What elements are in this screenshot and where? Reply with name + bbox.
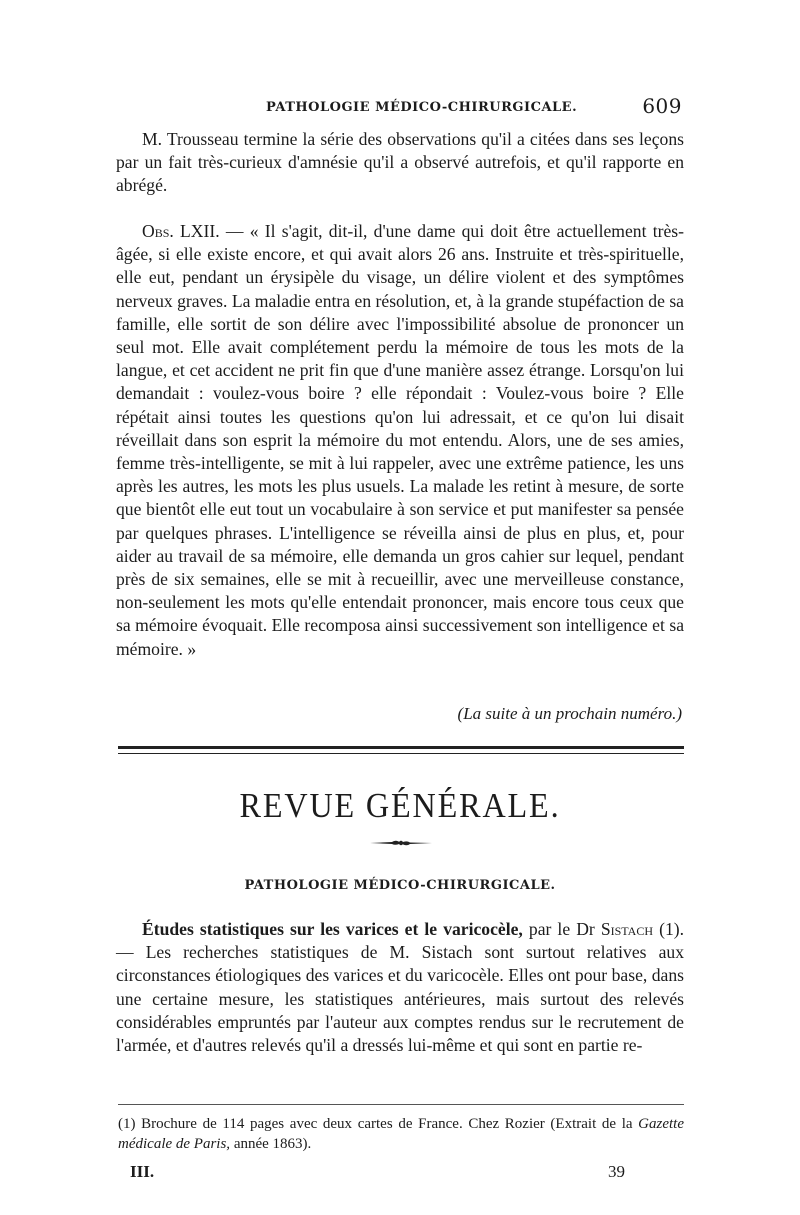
to-be-continued-note: (La suite à un prochain numéro.) — [457, 704, 682, 723]
footnote — [118, 1114, 684, 1154]
intro-block — [116, 128, 684, 198]
footnote-journal: Gazette médicale de Paris, — [118, 1116, 684, 1152]
intro-paragraph: M. Trousseau termine la série des observations qu'il a citées dans ses leçons par un fait très-curieux d'amnésie qu'il a observé autrefois, et qu'il rapporte en abrégé. — [116, 129, 684, 196]
sheet-number: 39 — [608, 1162, 625, 1181]
signature-mark: III. — [130, 1162, 155, 1181]
observation-paragraph — [116, 220, 684, 661]
article-block — [116, 918, 684, 1057]
observation-text: — « Il s'agit, dit-il, d'une dame qui doit être actuellement très-âgée, si elle existe encore, et qui avait alors 26 ans. Instruite et très-spirituelle, elle eut, pendant un érysipèle du visage, un délire violent et des symptômes nerveux graves. La maladie entra en résolution, et, à la grande stupéfaction de sa famille, elle sortit de son délire avec l'impossibilité absolue de prononcer un seul mot. Elle avait complétement perdu la mémoire de tous les mots de la langue, et cet accident ne prit fin que d'une manière assez étrange. Lorsqu'on lui demandait : voulez-vous boire ? elle répondait : Voulez-vous boire ? Elle répétait ainsi toutes les questions qu'on lui adressait, et ce qu'on lui disait réveillait dans son esprit la mémoire du mot entendu. Alors, une de ses amies, femme très-intelligente, se mit à lui rappeler, avec une extrême patience, les uns après les autres, les mots les plus usuels. La malade les retint à mesure, de sorte que bientôt elle eut tout un vocabulaire à son service et put manifester sa pensée par quelques phrases. L'intelligence se réveilla ainsi de plus en plus, et, pour aider au travail de sa mémoire, elle demanda un gros cahier sur lequel, pendant près de six semaines, elle se mit à recueillir, avec une merveilleuse constance, non-seulement les mots qu'elle entendait prononcer, mais encore tous ceux que sa mémoire évoquait. Elle recomposa ainsi successivement son intelligence et sa mémoire. » — [116, 221, 684, 659]
footnote-text-after: année 1863). — [230, 1136, 312, 1152]
page-number: 609 — [642, 94, 682, 118]
footnote-rule — [118, 1104, 684, 1105]
footnote-text-before: (1) Brochure de 114 pages avec deux cartes de France. Chez Rozier (Extrait de la — [118, 1116, 639, 1132]
section-subtitle: PATHOLOGIE MÉDICO-CHIRURGICALE. — [244, 878, 556, 893]
article-paragraph — [116, 918, 684, 1057]
ornament-icon — [370, 838, 432, 848]
section-rule-top — [118, 746, 684, 749]
article-title: Études statistiques sur les varices et le varicocèle, — [142, 919, 523, 939]
article-text: — Les recherches statistiques de M. Sistach sont surtout relatives aux circonstances étiologiques des varices et du varicocèle. Elles ont pour base, dans une certaine mesure, les statistiques antérieures, mais surtout des relevés considérables empruntés par l'auteur aux comptes rendus sur le recrutement de l'armée, et d'autres relevés qu'il a dressés lui-même et qui sont en partie re- — [116, 942, 684, 1056]
section-title: REVUE GÉNÉRALE. — [239, 786, 561, 825]
footnote-reference: (1). — [653, 919, 685, 939]
article-author: Sistach — [600, 919, 654, 939]
article-author-prefix: par le Dr — [528, 919, 601, 939]
observation-block — [116, 220, 684, 661]
section-rule-bottom — [118, 753, 684, 754]
observation-label: Obs. LXII. — [142, 221, 220, 241]
running-head-title: PATHOLOGIE MÉDICO-CHIRURGICALE. — [266, 100, 578, 115]
